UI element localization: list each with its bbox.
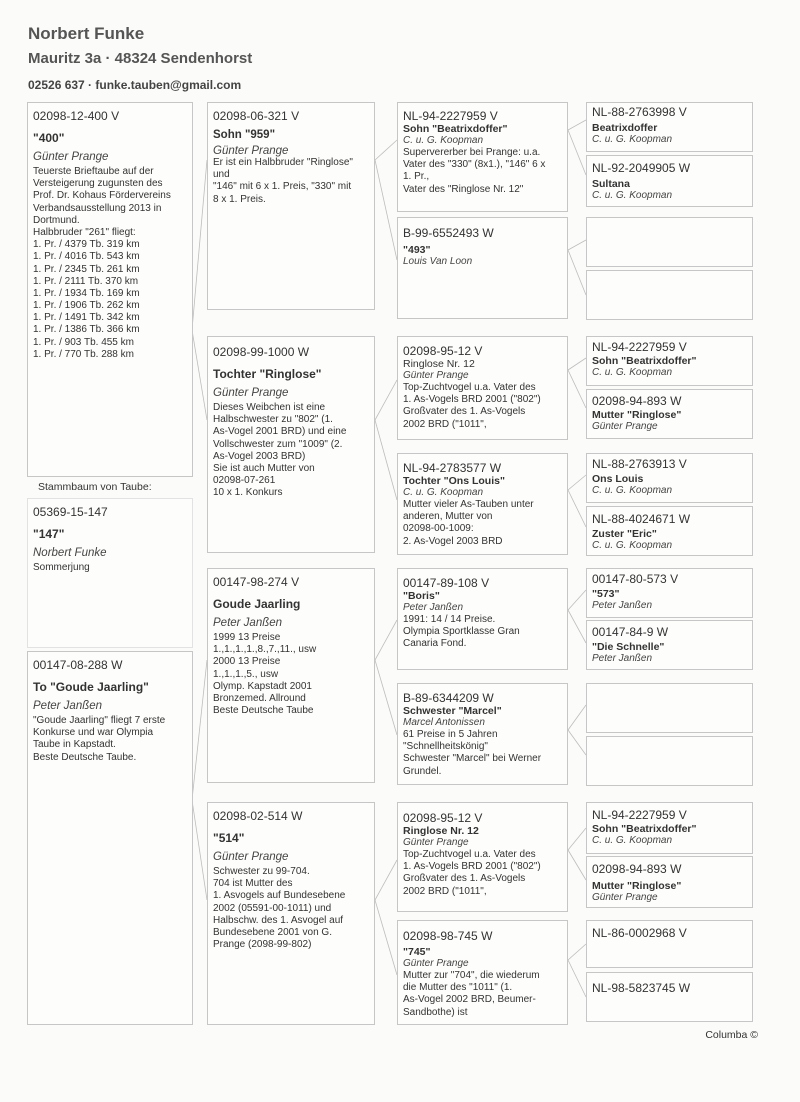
gg-grandparent-card[interactable]	[586, 102, 753, 152]
grandparent-name: "514"	[213, 831, 245, 845]
gg-grandparent-ring-number: NL-86-0002968 V	[592, 926, 687, 940]
gg-grandparent-name: Mutter "Ringlose"	[592, 880, 682, 892]
pedigree-label: Stammbaum von Taube:	[38, 481, 152, 493]
gg-grandparent-card[interactable]	[586, 453, 753, 503]
great-grandparent-name: Sohn "Beatrixdoffer"	[403, 123, 508, 135]
owner-name: Norbert Funke	[28, 24, 145, 43]
gg-grandparent-ring-number: NL-88-2763998 V	[592, 105, 687, 119]
great-grandparent-ring-number: 00147-89-108 V	[403, 576, 490, 590]
gg-grandparent-breeder: C. u. G. Koopman	[592, 835, 673, 846]
gg-grandparent-card[interactable]	[586, 568, 753, 618]
great-grandparent-card[interactable]	[397, 920, 568, 1025]
great-grandparent-card[interactable]	[397, 568, 568, 670]
great-grandparent-ring-number: 02098-98-745 W	[403, 929, 493, 943]
grandparent-ring-number: 02098-02-514 W	[213, 809, 303, 823]
mother-breeder: Peter Janßen	[33, 700, 103, 712]
great-grandparent-name: "493"	[403, 244, 431, 256]
great-grandparent-breeder: Günter Prange	[403, 958, 469, 969]
great-grandparent-description: Mutter zur "704", die wiederum die Mutter des "1011" (1. As-Vogel 2002 BRD, Beumer- Sandbothe) ist	[403, 970, 540, 1018]
great-grandparent-description: 1991: 14 / 14 Preise. Olympia Sportklasse Gran Canaria Fond.	[403, 614, 520, 650]
mother-ring-number: 00147-08-288 W	[33, 658, 123, 672]
grandparent-breeder: Peter Janßen	[213, 617, 283, 629]
great-grandparent-card[interactable]	[397, 683, 568, 785]
gg-grandparent-name: Mutter "Ringlose"	[592, 409, 682, 421]
gg-grandparent-ring-number: 02098-94-893 W	[592, 394, 682, 408]
great-grandparent-card[interactable]	[397, 102, 568, 212]
grandfather-paternal-card[interactable]	[207, 102, 375, 310]
gg-grandparent-breeder: C. u. G. Koopman	[592, 134, 673, 145]
gg-grandparent-card[interactable]	[586, 920, 753, 968]
great-grandparent-card[interactable]	[397, 217, 568, 319]
great-grandparent-ring-number: NL-94-2783577 W	[403, 461, 502, 475]
grandparent-name: Goude Jaarling	[213, 597, 301, 611]
grandparent-description: Er ist ein Halbbruder "Ringlose" und "146" mit 6 x 1. Preis, "330" mit 8 x 1. Preis.	[213, 157, 353, 205]
great-grandparent-name: "Boris"	[403, 590, 440, 602]
gg-grandparent-ring-number: NL-94-2227959 V	[592, 340, 687, 354]
gg-grandparent-card[interactable]	[586, 389, 753, 439]
great-grandparent-breeder: Peter Janßen	[403, 602, 464, 613]
mother-name: To "Goude Jaarling"	[33, 680, 149, 694]
great-grandparent-name: Ringlose Nr. 12	[403, 825, 479, 837]
subject-description: Sommerjung	[33, 562, 90, 573]
great-grandparent-breeder: Louis Van Loon	[403, 256, 473, 267]
gg-grandparent-breeder: C. u. G. Koopman	[592, 367, 673, 378]
great-grandparent-breeder: Günter Prange	[403, 837, 469, 848]
gg-grandparent-breeder: Günter Prange	[592, 892, 658, 903]
gg-grandparent-name: Sohn "Beatrixdoffer"	[592, 823, 697, 835]
subject-breeder: Norbert Funke	[33, 547, 107, 559]
subject-ring-number: 05369-15-147	[33, 505, 108, 519]
gg-grandparent-card-empty[interactable]	[586, 736, 753, 786]
grandfather-maternal-card[interactable]	[207, 568, 375, 783]
grandparent-ring-number: 02098-99-1000 W	[213, 345, 310, 359]
grandparent-breeder: Günter Prange	[213, 851, 289, 863]
grandparent-name: Sohn "959"	[213, 129, 276, 141]
grandmother-paternal-card[interactable]	[207, 336, 375, 553]
great-grandparent-card[interactable]	[397, 802, 568, 912]
subject-card[interactable]	[27, 498, 193, 648]
gg-grandparent-card-empty[interactable]	[586, 270, 753, 320]
great-grandparent-card[interactable]	[397, 453, 568, 555]
mother-card[interactable]	[27, 651, 193, 1025]
great-grandparent-ring-number: B-99-6552493 W	[403, 226, 494, 240]
great-grandparent-description: Mutter vieler As-Tauben unter anderen, Mutter von 02098-00-1009: 2. As-Vogel 2003 BRD	[403, 499, 534, 547]
great-grandparent-ring-number: 02098-95-12 V	[403, 811, 483, 825]
great-grandparent-breeder: Günter Prange	[403, 370, 469, 381]
gg-grandparent-card[interactable]	[586, 620, 753, 670]
grandparent-ring-number: 00147-98-274 V	[213, 575, 300, 589]
great-grandparent-description: Supervererber bei Prange: u.a. Vater des "330" (8x1.), "146" 6 x 1. Pr., Vater des "Ringlose Nr. 12"	[403, 147, 546, 195]
great-grandparent-description: Top-Zuchtvogel u.a. Vater des 1. As-Vogels BRD 2001 ("802") Großvater des 1. As-Vogels 2002 BRD ("1011",	[403, 382, 541, 430]
father-description: Teuerste Brieftaube auf der Versteigerung zugunsten des Prof. Dr. Kohaus Fördervereins Verbandsausstellung 2013 in Dortmund. Halbbruder "261" fliegt: 1. Pr. / 4379 Tb. 319 km 1. Pr. / 4016 Tb. 543 km 1. Pr. / 2345 Tb. 261 km 1. Pr. / 2111 Tb. 370 km 1. Pr. / 1934 Tb. 169 km 1. Pr. / 1906 Tb. 262 km 1. Pr. / 1491 Tb. 342 km 1. Pr. / 1386 Tb. 366 km 1. Pr. / 903 Tb. 455 km 1. Pr. / 770 Tb. 288 km	[33, 166, 171, 360]
gg-grandparent-ring-number: NL-98-5823745 W	[592, 981, 691, 995]
gg-grandparent-name: Beatrixdoffer	[592, 122, 658, 134]
gg-grandparent-card[interactable]	[586, 802, 753, 854]
gg-grandparent-breeder: C. u. G. Koopman	[592, 190, 673, 201]
grandparent-breeder: Günter Prange	[213, 145, 289, 157]
father-card[interactable]	[27, 102, 193, 477]
gg-grandparent-ring-number: 00147-80-573 V	[592, 572, 679, 586]
grandparent-description: Schwester zu 99-704. 704 ist Mutter des 1. Asvogels auf Bundesebene 2002 (05591-00-1011) und Halbschw. des 1. Asvogel auf Bundesebene 2001 von G. Prange (2098-99-802)	[213, 866, 346, 951]
gg-grandparent-card-empty[interactable]	[586, 683, 753, 733]
gg-grandparent-ring-number: NL-88-2763913 V	[592, 457, 687, 471]
gg-grandparent-card[interactable]	[586, 155, 753, 207]
gg-grandparent-card[interactable]	[586, 856, 753, 908]
gg-grandparent-name: Sohn "Beatrixdoffer"	[592, 355, 697, 367]
gg-grandparent-name: "573"	[592, 588, 620, 600]
grandmother-maternal-card[interactable]	[207, 802, 375, 1025]
software-credit: Columba ©	[705, 1029, 758, 1041]
mother-description: "Goude Jaarling" fliegt 7 erste Konkurse und war Olympia Taube in Kapstadt. Beste Deutsche Taube.	[33, 715, 166, 763]
great-grandparent-breeder: C. u. G. Koopman	[403, 487, 484, 498]
grandparent-description: Dieses Weibchen ist eine Halbschwester zu "802" (1. As-Vogel 2001 BRD) und eine Vollschwester zum "1009" (2. As-Vogel 2003 BRD) Sie ist auch Mutter von 02098-07-261 10 x 1. Konkurs	[213, 402, 347, 499]
gg-grandparent-card-empty[interactable]	[586, 217, 753, 267]
father-breeder: Günter Prange	[33, 151, 109, 163]
gg-grandparent-breeder: C. u. G. Koopman	[592, 540, 673, 551]
owner-address: Mauritz 3a · 48324 Sendenhorst	[28, 50, 253, 67]
gg-grandparent-ring-number: NL-94-2227959 V	[592, 808, 687, 822]
great-grandparent-ring-number: 02098-95-12 V	[403, 344, 483, 358]
gg-grandparent-name: Ons Louis	[592, 473, 644, 485]
gg-grandparent-breeder: Günter Prange	[592, 421, 658, 432]
gg-grandparent-ring-number: 00147-84-9 W	[592, 625, 669, 639]
grandparent-name: Tochter "Ringlose"	[213, 367, 322, 381]
gg-grandparent-ring-number: NL-92-2049905 W	[592, 161, 691, 175]
great-grandparent-ring-number: B-89-6344209 W	[403, 691, 494, 705]
gg-grandparent-ring-number: NL-88-4024671 W	[592, 512, 691, 526]
great-grandparent-description: Top-Zuchtvogel u.a. Vater des 1. As-Vogels BRD 2001 ("802") Großvater des 1. As-Vogels 2002 BRD ("1011",	[403, 849, 541, 897]
great-grandparent-description: 61 Preise in 5 Jahren "Schnellheitskönig" Schwester "Marcel" bei Werner Grundel.	[403, 729, 542, 777]
gg-grandparent-breeder: Peter Janßen	[592, 600, 653, 611]
gg-grandparent-name: Sultana	[592, 178, 630, 190]
gg-grandparent-name: Zuster "Eric"	[592, 528, 657, 540]
gg-grandparent-card[interactable]	[586, 972, 753, 1022]
gg-grandparent-breeder: Peter Janßen	[592, 653, 653, 664]
great-grandparent-name: Ringlose Nr. 12	[403, 358, 475, 370]
father-name: "400"	[33, 131, 65, 145]
great-grandparent-breeder: C. u. G. Koopman	[403, 135, 484, 146]
gg-grandparent-name: "Die Schnelle"	[592, 641, 665, 653]
gg-grandparent-ring-number: 02098-94-893 W	[592, 862, 682, 876]
great-grandparent-card[interactable]	[397, 336, 568, 440]
great-grandparent-name: "745"	[403, 946, 431, 958]
great-grandparent-ring-number: NL-94-2227959 V	[403, 109, 498, 123]
great-grandparent-breeder: Marcel Antonissen	[403, 717, 485, 728]
owner-contact: 02526 637 · funke.tauben@gmail.com	[28, 78, 242, 92]
grandparent-breeder: Günter Prange	[213, 387, 289, 399]
great-grandparent-name: Schwester "Marcel"	[403, 705, 502, 717]
subject-name: "147"	[33, 527, 65, 541]
grandparent-ring-number: 02098-06-321 V	[213, 109, 300, 123]
gg-grandparent-breeder: C. u. G. Koopman	[592, 485, 673, 496]
grandparent-description: 1999 13 Preise 1.,1.,1.,1.,8.,7.,11., usw 2000 13 Preise 1.,1.,1.,5., usw Olymp. Kapstadt 2001 Bronzemed. Allround Beste Deutsche Taube	[213, 632, 317, 717]
gg-grandparent-card[interactable]	[586, 506, 753, 556]
great-grandparent-name: Tochter "Ons Louis"	[403, 475, 505, 487]
father-ring-number: 02098-12-400 V	[33, 109, 120, 123]
gg-grandparent-card[interactable]	[586, 336, 753, 386]
